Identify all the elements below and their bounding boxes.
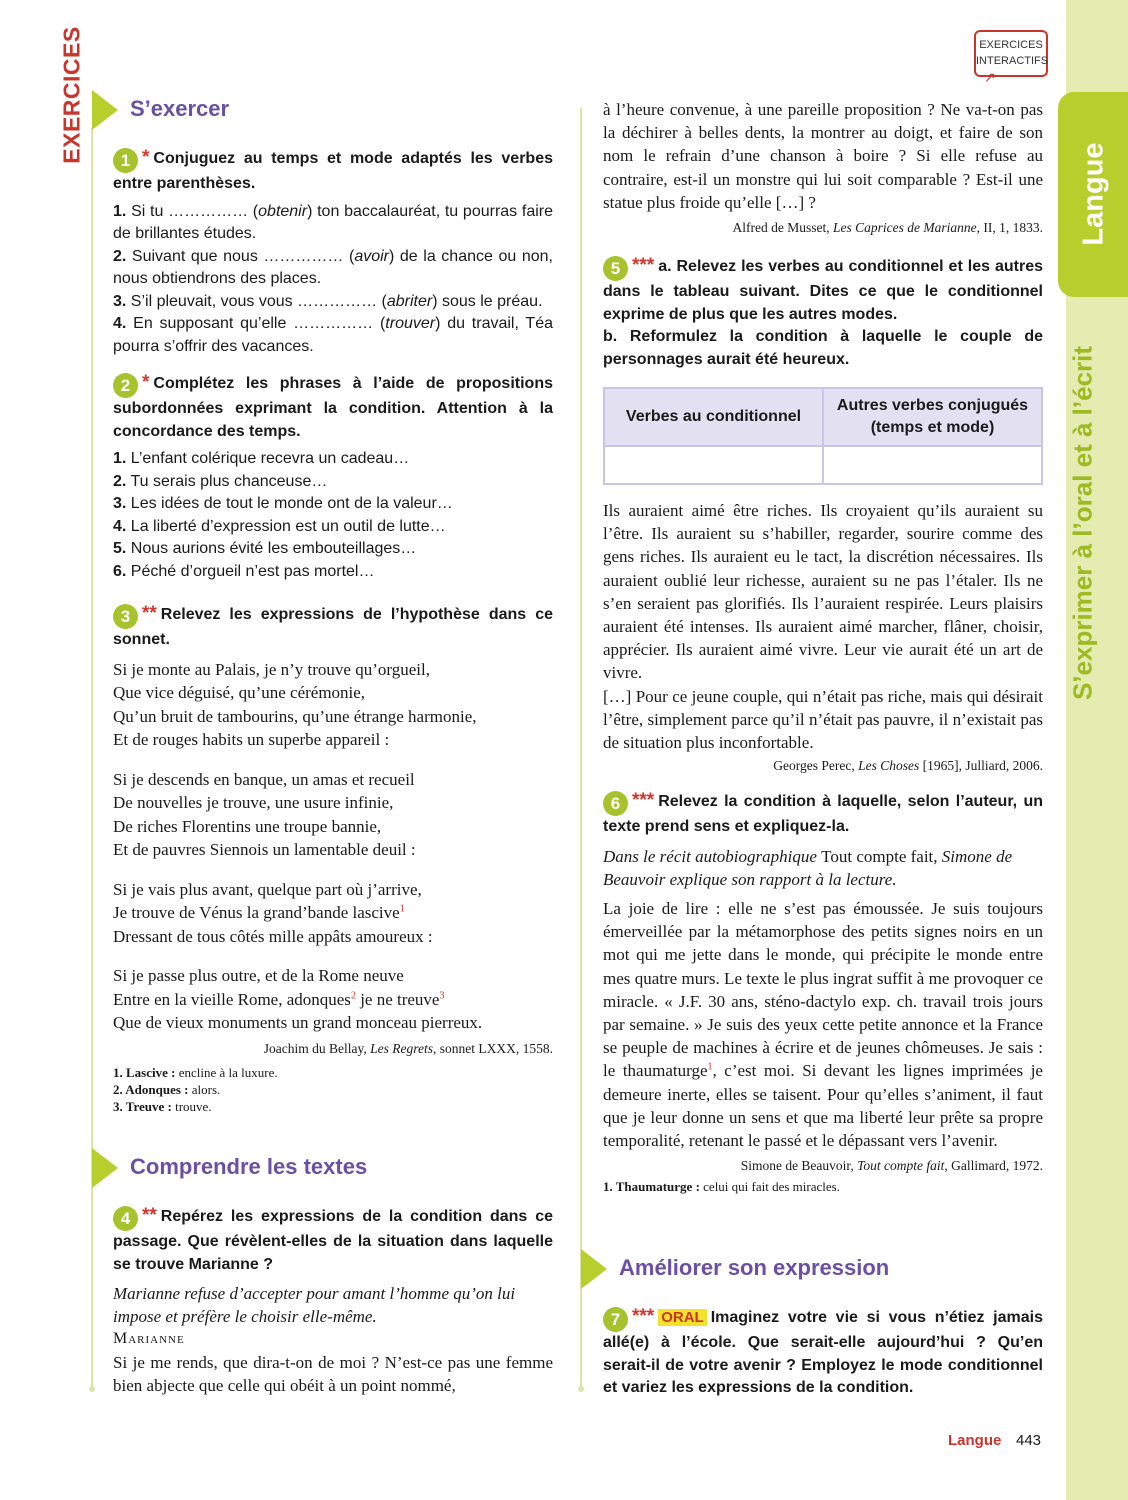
section-arrow-icon [92,90,118,130]
difficulty-stars: ** [142,1205,157,1226]
exercise-6-intro: Dans le récit autobiographique Tout compte fait, Simone de Beauvoir explique son rapport à la lecture. [603,846,1013,889]
difficulty-stars: * [142,147,150,168]
stanza: Si je vais plus avant, quelque part où j’arrive, Je trouve de Vénus la grand’bande lascive$^1$ Dressant de tous côtés mille appâts amoureux : [113,879,433,946]
left-column-rule [91,128,93,1390]
exercise-6-instruction: 6 *** Relevez la condition à laquelle, selon l’auteur, un texte prend sens et expliquez-la. [603,790,1043,835]
list-item: 3. S’il pleuvait, vous vous …………… (abriter) sous le préau. [113,292,543,310]
exercise-4-continued [603,98,1043,237]
exercise-2-items [113,448,553,583]
middle-column-rule [580,108,582,1390]
section-title: Améliorer son expression [619,1255,890,1280]
list-item: 3. Les idées de tout le monde ont de la valeur… [113,495,453,512]
exercise-6-text: La joie de lire : elle ne s’est pas émoussée. Je suis toujours émerveillée par la métamorphose des petits signes noirs en un mot qui me jette dans le monde, qui précipite le monde entre mes quatre murs. Le texte le plus ingrat suffit à me provoquer ce miracle. « J.F. 30 ans, sténo-dactylo exp. ch. travail trois jours par semaine. » Je suis des yeux cette petite annonce et la France se peuple de machines à écrire et de jeunes chômeuses. Je sais : le thaumaturge$^1$, c’est moi. Si devant les lignes imprimées je demeure inerte, elles se taisent. Pour qu’elles s’animent, il faut que je leur donne un sens et que ma liberté leur prête sa propre temporalité, retenant le passé et le dépassant vers l’avenir. [603,898,1043,1150]
verbs-table [603,387,1043,485]
list-item: 5. Nous aurions évité les embouteillages… [113,540,417,557]
exercise-4-text-continued: à l’heure convenue, à une pareille proposition ? Ne va-t-on pas la déchirer à belles dents, la montrer au doigt, et faire de son nom le refrain d’une chanson à boire ? Si elle refuse au contraire, est-il un monstre qui lui soit comparable ? Est-il une statue plus froide qu’elle […] ? [603,100,1043,212]
exercise-6 [603,790,1043,1195]
footnote-ref: 3 [439,989,445,1001]
stanza: Si je monte au Palais, je n’y trouve qu’orgueil, Que vice déguisé, qu’une cérémonie, Qu’un bruit de tambourins, qu’une étrange harmonie, Et de rouges habits un superbe appareil : [113,659,477,749]
list-item: 2. Tu serais plus chanceuse… [113,472,328,490]
exercise-5-instruction-a: 5 *** a. Relevez les verbes au conditionnel et les autres dans le tableau suivant. Dites ce que le conditionnel exprime de plus que les autres modes. [603,255,1043,323]
exercise-number: 4 [113,1206,138,1231]
exercise-3-instruction: 3 ** Relevez les expressions de l’hypothèse dans ce sonnet. [113,603,553,648]
list-item: 1. L’enfant colérique recevra un cadeau… [113,450,410,467]
table-header: Autres verbes conjugués (temps et mode) [823,388,1042,446]
exercise-3 [113,603,553,1115]
exercise-number: 1 [113,148,138,173]
exercise-7-instruction: 7 *** ORAL Imaginez votre vie si vous n’étiez jamais allé(e) à l’école. Que serait-elle aujourd’hui ? Qu’en serait-il de votre avenir ? Employez le mode conditionnel et variez les expressions de la condition. [603,1306,1043,1396]
exercise-number: 2 [113,373,138,398]
exercise-4-text: Si je me rends, que dira-t-on de moi ? N’est-ce pas une femme bien abjecte que celle qui obéit à un point nommé, [113,1352,553,1396]
exercise-2 [113,372,553,583]
list-item: 1. Si tu …………… (obtenir) ton baccalauréat, tu pourras faire de brillantes études. [113,202,554,242]
sonnet [113,658,553,1035]
section-ameliorer [581,1249,981,1289]
exercise-number: 5 [603,256,628,281]
footnote-ref: 2 [350,989,356,1001]
exercise-5-text: Ils auraient aimé être riches. Ils croyaient qu’ils auraient su l’être. Ils auraient su s’habiller, regarder, sourire comme des gens riches. Ils auraient eu le tact, la discrétion nécessaires. Ils auraient oublié leur richesse, auraient su ne pas l’étaler. Ils ne s’en seraient pas glorifiés. Ils l’auraient respirée. Leurs plaisirs auraient été intenses. Ils auraient aimé marcher, flâner, choisir, apprécier. Ils auraient aimé vivre. Leur vie aurait été un art de vivre. [603,501,1043,683]
badge-line1: EXERCICES [979,39,1043,51]
exercise-4-intro: Marianne refuse d’accepter pour amant l’homme qu’on lui impose et préfère le choisir elle-même. [113,1284,516,1327]
exercise-number: 6 [603,791,628,816]
footnotes: 1. Lascive : encline à la luxure. 2. Adonques : alors. 3. Treuve : trouve. [113,1064,278,1114]
difficulty-stars: ** [142,603,157,624]
exercise-1-items [113,201,553,359]
difficulty-stars: *** [632,255,655,276]
chapter-tab-label: Langue [1077,142,1110,246]
exercise-4-instruction: 4 ** Repérez les expressions de la condition dans ce passage. Que révèlent-elles de la situation dans laquelle se trouve Marianne ? [113,1205,553,1273]
table-cell[interactable] [823,446,1042,484]
list-item: 6. Péché d’orgueil n’est pas mortel… [113,562,375,580]
exercise-1 [113,147,553,358]
source-citation: Georges Perec, Les Choses [1965], Julliard, 2006. [773,758,1043,774]
exercise-4 [113,1205,553,1397]
footnotes: 1. Thaumaturge : celui qui fait des miracles. [603,1179,840,1195]
list-item: 4. En supposant qu’elle …………… (trouver) du travail, Téa pourra s’offrir des vacances. [113,315,553,355]
chapter-vertical-title: S’exprimer à l’oral et à l’écrit [1067,345,1098,701]
table-header: Verbes au conditionnel [604,388,823,446]
exercise-5-text-2: […] Pour ce jeune couple, qui n’était pas riche, mais qui désirait l’être, simplement parce qu’il n’était pas pauvre, il n’existait pas de situation plus inconfortable. [603,686,1043,753]
difficulty-stars: * [142,372,150,393]
section-arrow-icon [581,1249,607,1289]
section-comprendre [92,1148,492,1188]
exercise-number: 3 [113,604,138,629]
source-citation: Alfred de Musset, Les Caprices de Marianne, II, 1, 1833. [732,220,1043,236]
section-sexercer [92,90,392,130]
oral-tag: ORAL [658,1309,707,1326]
exercise-2-instruction: 2 * Complétez les phrases à l’aide de propositions subordonnées exprimant la condition. Attention à la concordance des temps. [113,372,553,440]
section-arrow-icon [92,1148,118,1188]
exercices-side-label: EXERCICES [58,26,85,164]
footer-section-label: Langue [948,1432,1002,1449]
list-item: 2. Suivant que nous …………… (avoir) de la chance ou non, nous obtiendrons des places. [113,247,553,287]
source-citation: Joachim du Bellay, Les Regrets, sonnet LXXX, 1558. [263,1040,553,1056]
exercise-1-instruction: 1 * Conjuguez au temps et mode adaptés les verbes entre parenthèses. [113,147,553,192]
source-citation: Simone de Beauvoir, Tout compte fait, Gallimard, 1972. [740,1158,1043,1174]
page-number: 443 [1016,1432,1042,1449]
section-title: Comprendre les textes [130,1154,368,1179]
interactive-exercises-badge[interactable] [974,30,1049,85]
difficulty-stars: *** [632,790,655,811]
stanza: Si je passe plus outre, et de la Rome neuve Entre en la vieille Rome, adonques$^2$ je ne treuve$^3$ Que de vieux monuments un grand monceau pierreux. [113,966,483,1032]
cursor-arrow-icon: ↗ [984,69,996,85]
exercise-number: 7 [603,1307,628,1332]
list-item: 4. La liberté d’expression est un outil de lutte… [113,517,446,535]
table-cell[interactable] [604,446,823,484]
footnote-ref: 1 [707,1061,713,1073]
badge-line2: INTERACTIFS [976,55,1049,67]
exercise-7 [603,1306,1043,1400]
section-title: S’exercer [130,96,230,121]
exercise-5 [603,255,1043,775]
speaker-name: Marianne [113,1330,185,1348]
footnote-ref: 1 [399,903,405,915]
stanza: Si je descends en banque, un amas et recueil De nouvelles je trouve, une usure infinie, De riches Florentins une troupe bannie, Et de pauvres Siennois un lamentable deuil : [113,769,416,859]
difficulty-stars: *** [632,1306,655,1327]
exercise-5-instruction-b: b. Reformulez la condition à laquelle le couple de personnages aurait été heureux. [603,328,1043,368]
